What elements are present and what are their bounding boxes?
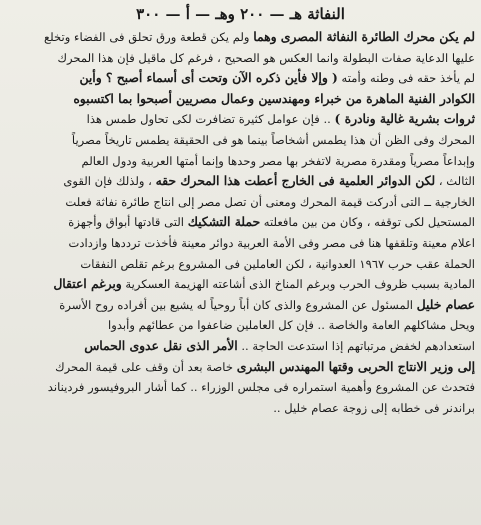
text-line: [6, 130, 475, 151]
text-segment: المادية بسبب ظروف الحرب وبرغم المناخ الذى أشاعته الهزيمة العسكرية: [121, 277, 475, 292]
text-line: [6, 377, 475, 398]
text-line: [6, 357, 475, 378]
bold-text-segment: إلى وزير الانتاج الحربى وقتها المهندس البشرى: [236, 358, 475, 374]
text-line: [6, 295, 475, 316]
text-segment: وإبداعاً مصرياً ومقدرة مصرية لاتفخر بها مصر وحدها وإنما أمتها العربية ودول العالم: [81, 153, 475, 168]
text-segment: الثالث ،: [435, 174, 475, 189]
bold-text-segment: عصام خليل: [416, 296, 475, 312]
text-segment: الحملة عقب حرب ١٩٦٧ العدوانية ، لكن العاملين فى المشروع برغم تقلص النفقات: [80, 256, 475, 271]
text-segment: المستحيل لكى توقفه ، وكان من بين مافعلته: [260, 215, 475, 230]
bold-text-segment: ( وإلا فأين ذكره الآن وتحت أى أسماء أصبح ؟ وأين: [79, 70, 338, 86]
bold-text-segment: الكوادر الفنية الماهرة من خبراء ومهندسين وعمال مصريين أصبحوا بما اكتسبوه: [73, 90, 475, 106]
bold-text-segment: وبرغم اعتقال: [53, 276, 122, 292]
text-segment: المسئول عن المشروع والذى كان أباً روحياً له يشيع بين أفراده روح الأسرة: [59, 297, 417, 312]
text-line: [6, 254, 475, 275]
text-line: [6, 274, 475, 295]
text-segment: التى قادتها أبواق وأجهزة: [68, 215, 188, 230]
text-line: [6, 68, 475, 89]
bold-text-segment: حملة التشكيك: [187, 214, 261, 230]
text-line: [6, 233, 475, 254]
bold-text-segment: الأمر الذى نقل عدوى الحماس: [84, 337, 238, 353]
bold-text-segment: لكن الدوائر العلمية فى الخارج أعطت هذا المحرك حقه: [155, 173, 436, 189]
text-line: [6, 48, 475, 69]
bold-text-segment: لم يكن محرك الطائرة النفاثة المصرى وهما: [253, 29, 475, 44]
text-line: [6, 315, 475, 336]
text-segment: ، ولذلك فإن القوى: [63, 174, 156, 189]
text-line: [6, 151, 475, 172]
article-body: [6, 27, 475, 418]
text-segment: .. فإن عوامل كثيرة تضافرت لكى تحاول طمس هذا: [86, 112, 335, 127]
text-segment: استعدادهم لخفض مرتباتهم إذا استدعت الحاجة ..: [237, 338, 475, 353]
text-line: [6, 212, 475, 233]
text-segment: ويحل مشاكلهم العامة والخاصة .. فإن كل العاملين ضاعفوا من عطائهم وأبدوا: [108, 318, 475, 333]
text-segment: الخارجية ــ التى أدركت قيمة المحرك ومعنى أن تصل مصر إلى انتاج طائرة نفاثة فعلت: [65, 194, 475, 209]
text-line: [6, 192, 475, 213]
text-line: [6, 109, 475, 130]
text-line: [6, 398, 475, 419]
article-heading: النفاثة هـ — ٢٠٠ وهـ — أ — ٣٠٠: [136, 5, 345, 23]
text-segment: المحرك وفى الظن أن هذا يطمس أشخاصاً بينما هو فى الحقيقة يطمس تاريخاً مصرياً: [71, 132, 475, 147]
text-line: [6, 171, 475, 192]
text-segment: عليها الدعاية صفات البطولة وانما العكس هو الصحيح ، فرغم كل ماقيل فإن هذا المحرك: [57, 50, 475, 65]
bold-text-segment: ثروات بشرية غالية ونادرة ): [334, 111, 475, 127]
text-segment: فتحدث عن المشروع وأهمية استمراره فى مجلس الوزراء .. كما أشار البروفيسور فرديناند: [47, 380, 475, 395]
text-segment: ولم يكن قطعة ورق تحلق فى الفضاء وتخلع: [43, 30, 254, 44]
text-line: [6, 336, 475, 357]
text-segment: اعلام معينة وتلقفها هنا فى مصر وفى الأمة العربية دوائر معينة فأخذت ترددها وازدادت: [68, 235, 475, 250]
text-line: [6, 27, 475, 48]
text-line: [6, 89, 475, 110]
text-segment: لم يأخذ حقه فى وطنه وأمته: [337, 71, 475, 86]
text-segment: براندنر فى خطابه إلى زوجة عصام خليل ..: [273, 400, 475, 415]
text-segment: خاصة بعد أن وقف على قيمة المحرك: [55, 359, 237, 374]
